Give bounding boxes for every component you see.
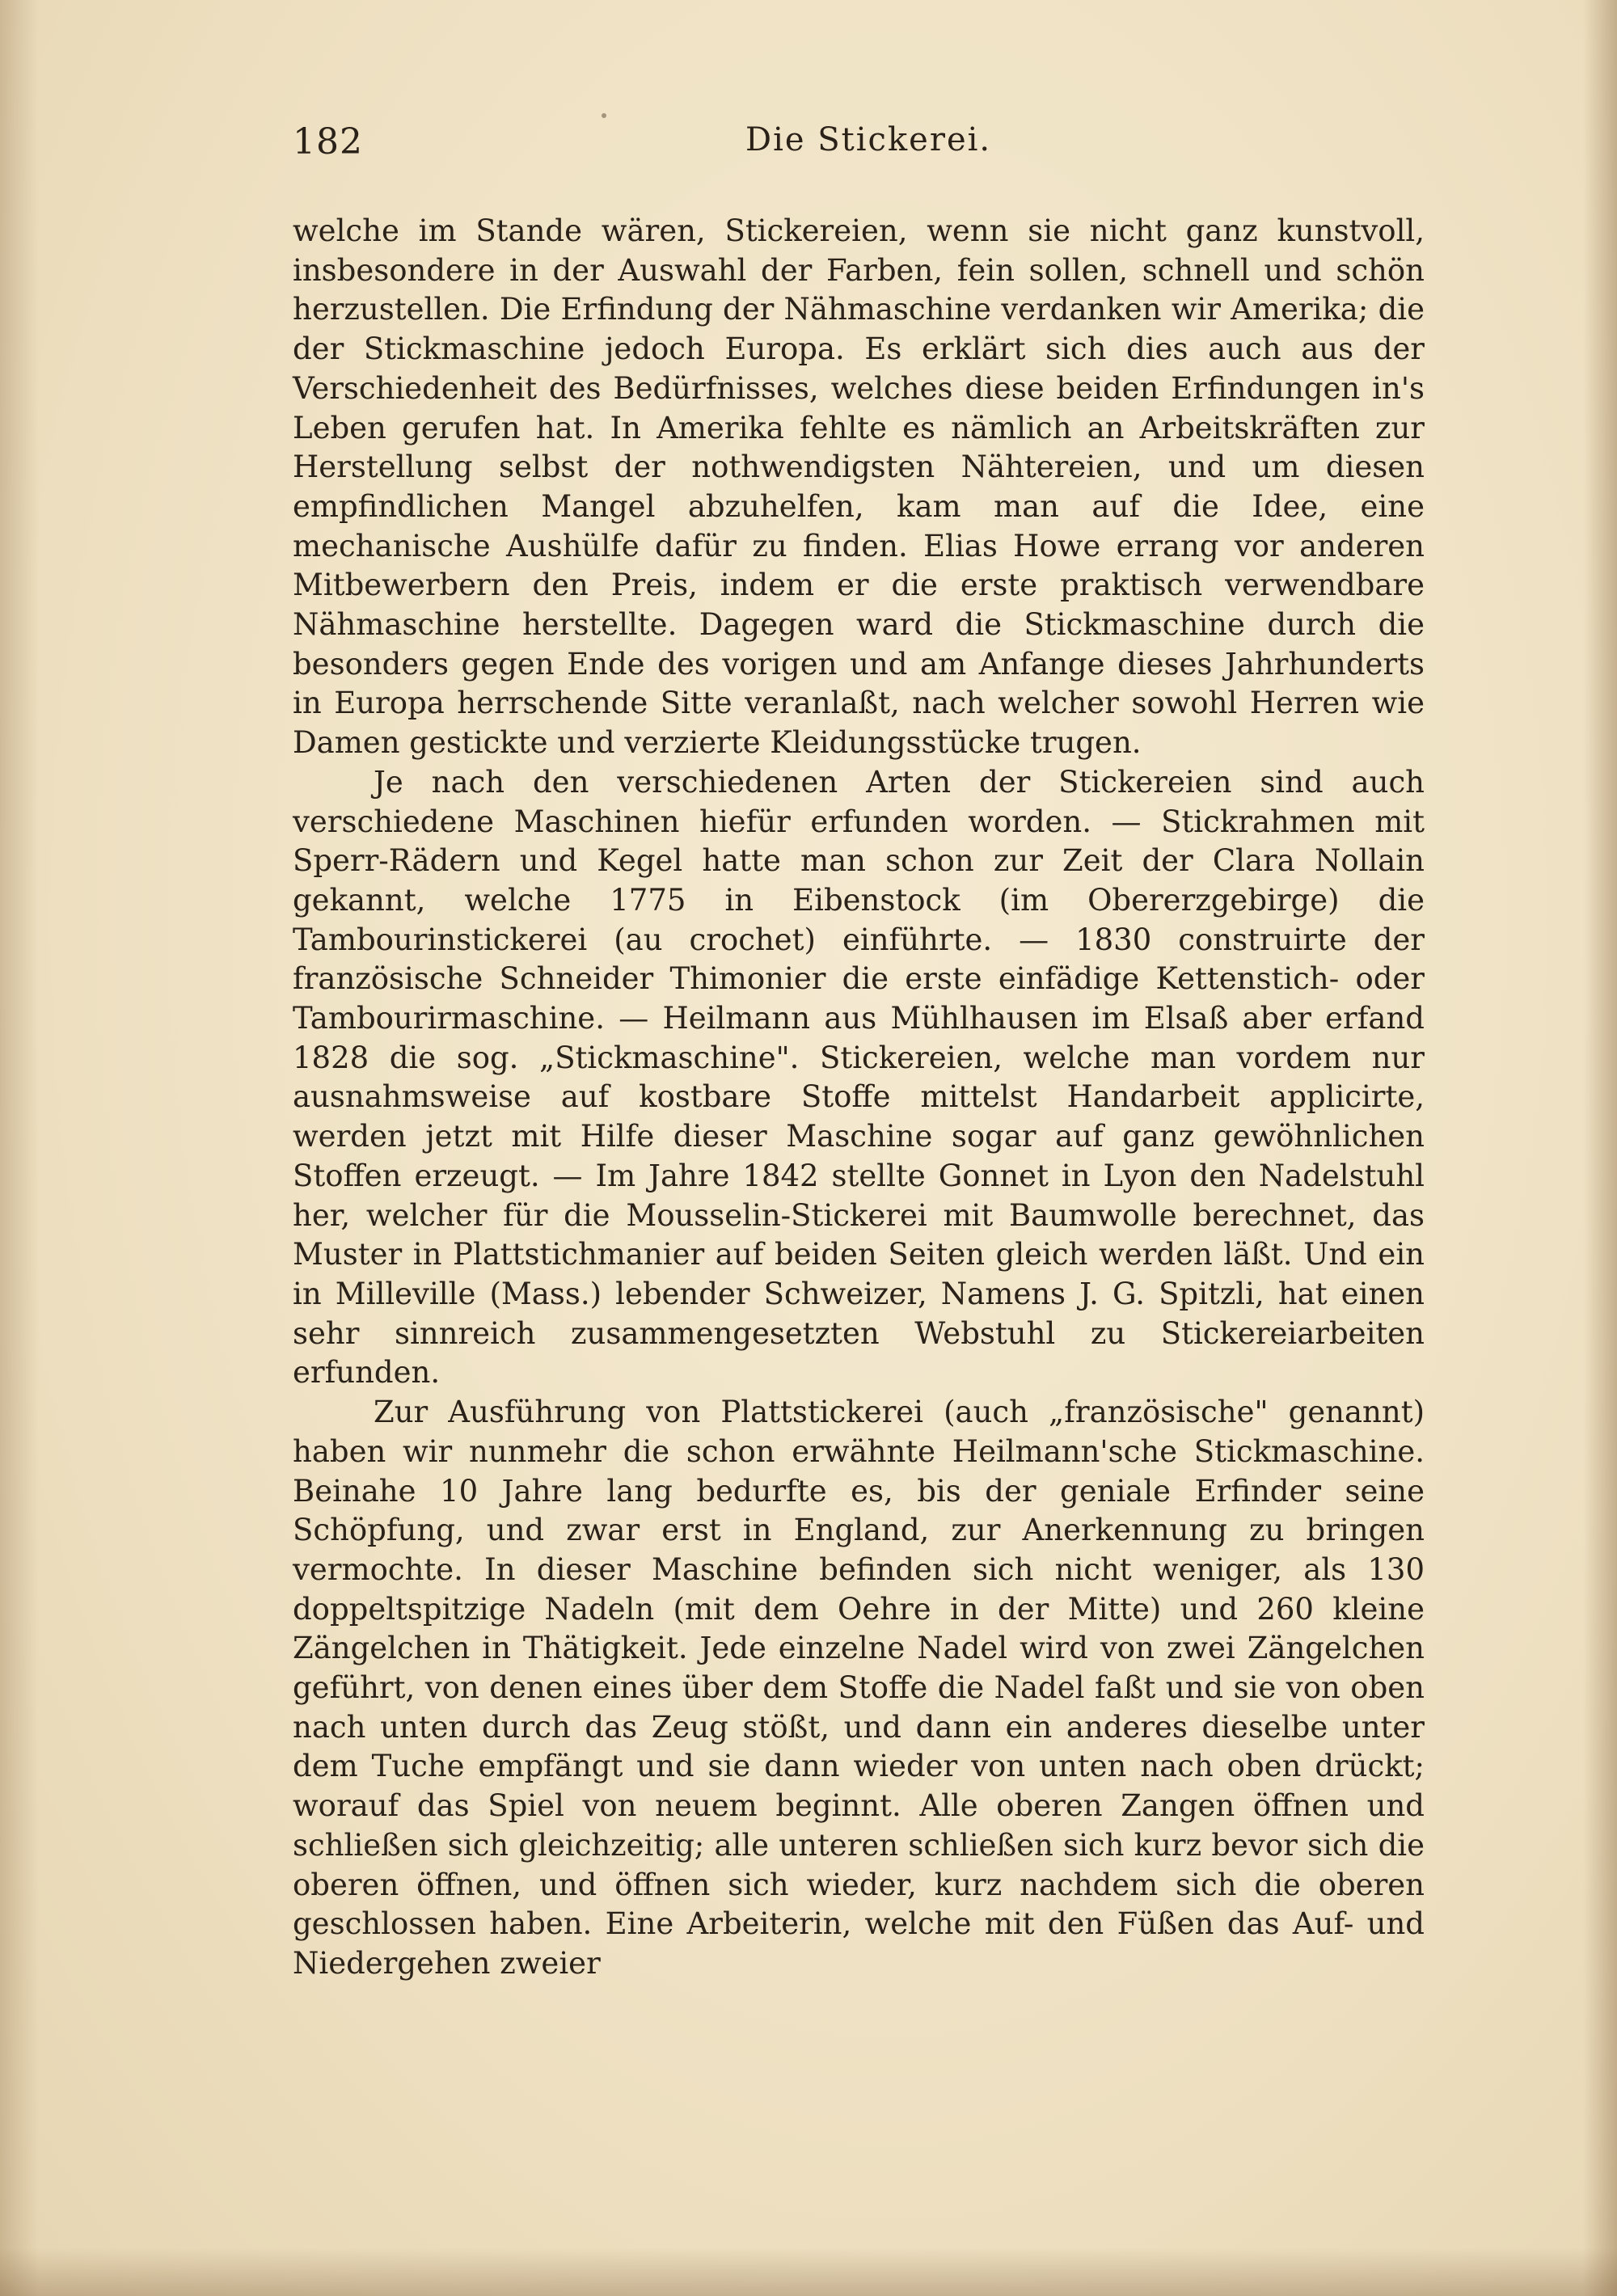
paragraph-3: Zur Ausführung von Plattstickerei (auch „französische" genannt) haben wir nunmehr die schon erwähnte Heilmann'sche Stickmaschine. Beinahe 10 Jahre lang bedurfte es, bis der geniale Erfinder seine Schöpfung, und zwar erst in England, zur Anerkennung zu bringen vermochte. In dieser Maschine befinden sich nicht weniger, als 130 doppeltspitzige Nadeln (mit dem Oehre in der Mitte) und 260 kleine Zängelchen in Thätigkeit. Jede einzelne Nadel wird von zwei Zängelchen geführt, von denen eines über dem Stoffe die Nadel faßt und sie von oben nach unten durch das Zeug stößt, und dann ein anderes dieselbe unter dem Tuche empfängt und sie dann wieder von unten nach oben drückt; worauf das Spiel von neuem beginnt. Alle oberen Zangen öffnen und schließen sich gleichzeitig; alle unteren schließen sich kurz bevor sich die oberen öffnen, und öffnen sich wieder, kurz nachdem sich die oberen geschlossen haben. Eine Arbeiterin, welche mit den Füßen das Auf- und Niedergehen zweier: [293, 1395, 1425, 1981]
page-bottom-shadow: [0, 2247, 1617, 2296]
body-text: [293, 212, 1425, 1984]
page-left-shadow: [0, 0, 39, 2296]
page-number: 182: [293, 121, 363, 162]
ink-speck: [602, 113, 606, 118]
paragraph-2: Je nach den verschiedenen Arten der Stickereien sind auch verschiedene Maschinen hiefür erfunden worden. — Stickrahmen mit Sperr-Rädern und Kegel hatte man schon zur Zeit der Clara Nollain gekannt, welche 1775 in Eibenstock (im Obererzgebirge) die Tambourinstickerei (au crochet) einführte. — 1830 construirte der französische Schneider Thimonier die erste einfädige Kettenstich- oder Tambourirmaschine. — Heilmann aus Mühlhausen im Elsaß aber erfand 1828 die sog. „Stickmaschine". Stickereien, welche man vordem nur ausnahmsweise auf kostbare Stoffe mittelst Handarbeit applicirte, werden jetzt mit Hilfe dieser Maschine sogar auf ganz gewöhnlichen Stoffen erzeugt. — Im Jahre 1842 stellte Gonnet in Lyon den Nadelstuhl her, welcher für die Mousselin-Stickerei mit Baumwolle berechnet, das Muster in Plattstichmanier auf beiden Seiten gleich werden läßt. Und ein in Milleville (Mass.) lebender Schweizer, Namens J. G. Spitzli, hat einen sehr sinnreich zusammengesetzten Webstuhl zu Stickereiarbeiten erfunden.: [293, 764, 1425, 1391]
paragraph-1: welche im Stande wären, Stickereien, wenn sie nicht ganz kunstvoll, insbesondere in der Auswahl der Farben, fein sollen, schnell und schön herzustellen. Die Erfindung der Nähmaschine verdanken wir Amerika; die der Stickmaschine jedoch Europa. Es erklärt sich dies auch aus der Verschiedenheit des Bedürfnisses, welches diese beiden Erfindungen in's Leben gerufen hat. In Amerika fehlte es nämlich an Arbeitskräften zur Herstellung selbst der nothwendigsten Nähtereien, und um diesen empfindlichen Mangel abzuhelfen, kam man auf die Idee, eine mechanische Aushülfe dafür zu finden. Elias Howe errang vor anderen Mitbewerbern den Preis, indem er die erste praktisch verwendbare Nähmaschine herstellte. Dagegen ward die Stickmaschine durch die besonders gegen Ende des vorigen und am Anfange dieses Jahrhunderts in Europa herrschende Sitte veranlaßt, nach welcher sowohl Herren wie Damen gestickte und verzierte Kleidungsstücke trugen.: [293, 213, 1425, 761]
running-title: Die Stickerei.: [745, 121, 992, 158]
page-right-shadow: [1583, 0, 1617, 2296]
page-header: [293, 121, 1408, 178]
